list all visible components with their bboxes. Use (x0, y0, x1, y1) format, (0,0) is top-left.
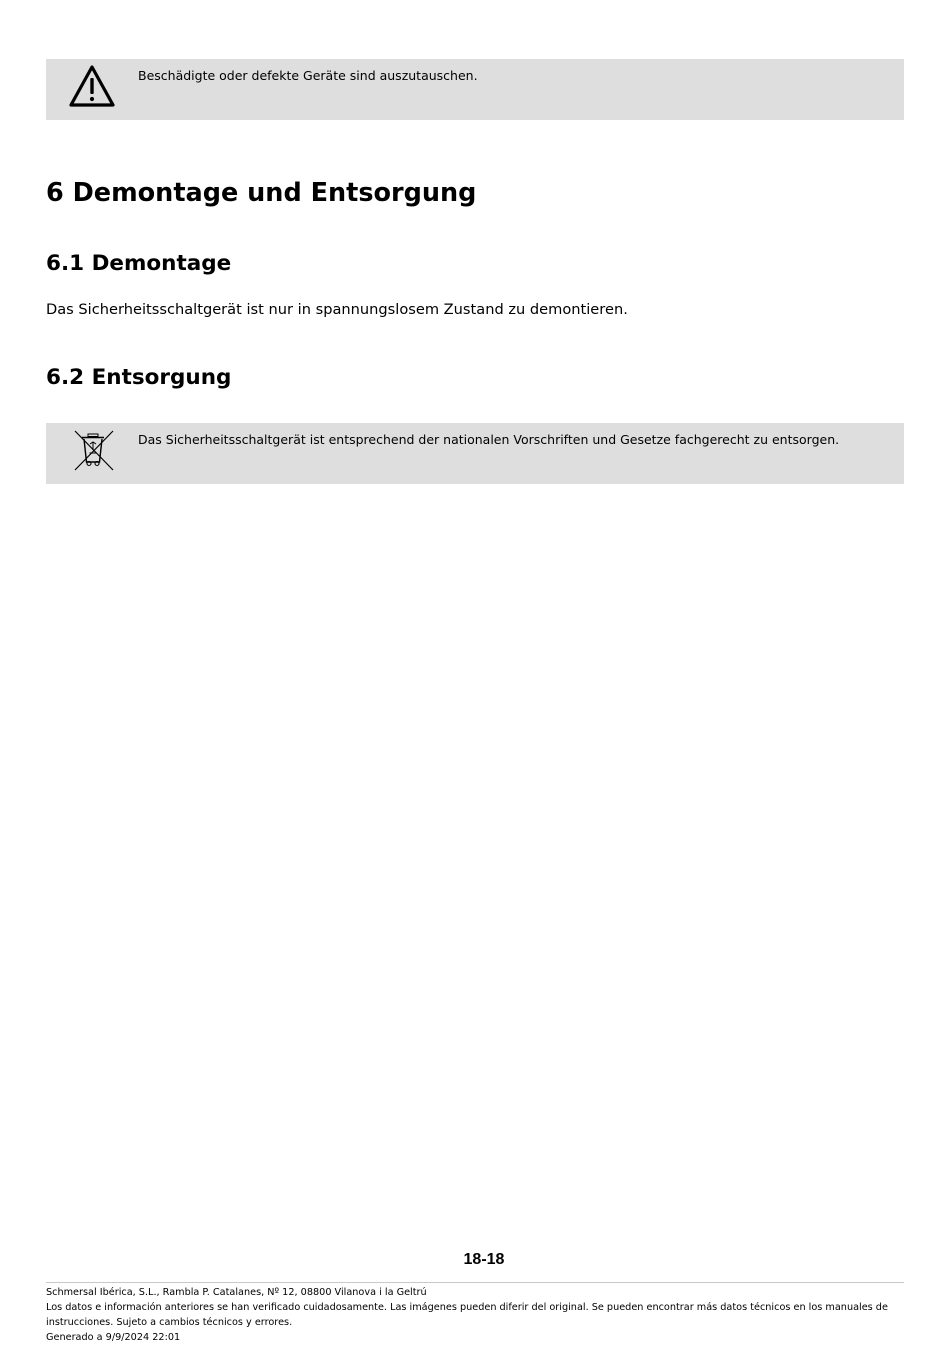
footer-disclaimer: Los datos e información anteriores se han verificado cuidadosamente. Las imágenes pueden diferir del original. Se pueden encontrar más datos técnicos en los manuales de instrucciones. Sujeto a cambios técnicos y errores. (46, 1302, 888, 1328)
disposal-notice-text: Das Sicherheitsschaltgerät ist entsprechend der nationalen Vorschriften und Gesetze fachgerecht zu entsorgen. (138, 432, 840, 447)
footer-company: Schmersal Ibérica, S.L., Rambla P. Catalanes, Nº 12, 08800 Vilanova i la Geltrú (46, 1287, 427, 1298)
subsection-title-demontage: 6.1 Demontage (46, 251, 232, 276)
footer-generated: Generado a 9/9/2024 22:01 (46, 1332, 181, 1343)
warning-notice (46, 59, 904, 120)
warning-notice-text: Beschädigte oder defekte Geräte sind auszutauschen. (138, 68, 478, 83)
footer-divider (46, 1282, 904, 1283)
weee-disposal-icon (68, 428, 116, 472)
subsection-title-entsorgung: 6.2 Entsorgung (46, 365, 232, 390)
section-title: 6 Demontage und Entsorgung (46, 178, 477, 208)
footer (46, 1285, 908, 1345)
warning-icon (68, 64, 116, 108)
demontage-paragraph: Das Sicherheitsschaltgerät ist nur in spannungslosem Zustand zu demontieren. (46, 301, 628, 318)
disposal-notice (46, 423, 904, 484)
page-number: 18-18 (463, 1251, 505, 1268)
